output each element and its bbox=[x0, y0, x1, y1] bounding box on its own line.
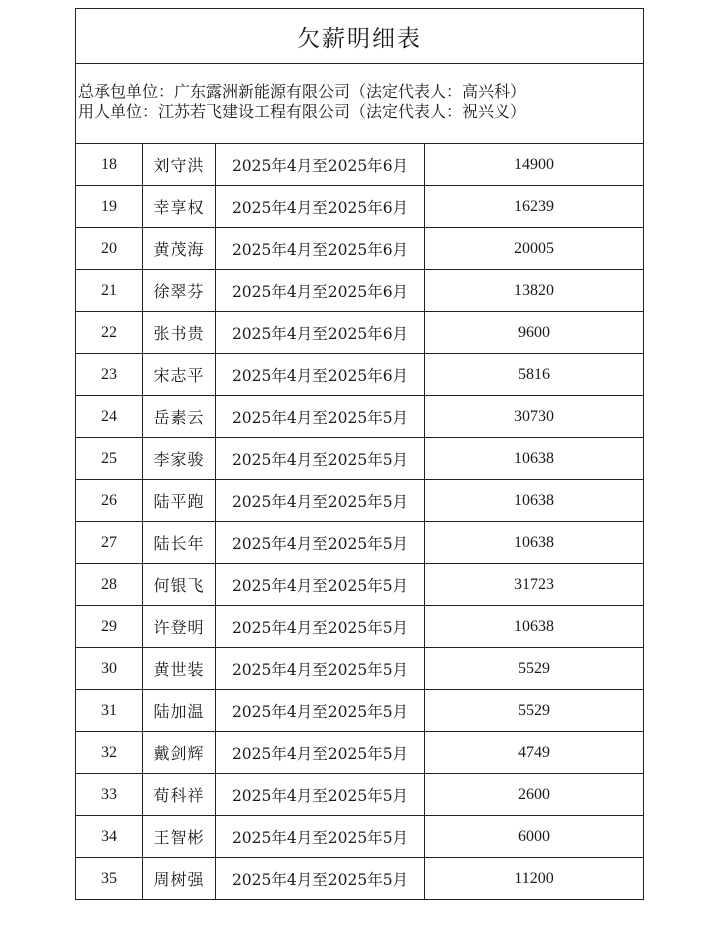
row-number-cell: 19 bbox=[76, 186, 143, 228]
arrears-period-cell: 2025年4月至2025年5月 bbox=[216, 690, 425, 732]
row-number-cell: 21 bbox=[76, 270, 143, 312]
arrears-amount-cell: 10638 bbox=[425, 522, 644, 564]
table-row bbox=[76, 396, 643, 438]
table-row bbox=[76, 564, 643, 606]
arrears-amount-cell: 31723 bbox=[425, 564, 644, 606]
table-row bbox=[76, 438, 643, 480]
arrears-amount-cell: 30730 bbox=[425, 396, 644, 438]
arrears-period-cell: 2025年4月至2025年5月 bbox=[216, 732, 425, 774]
worker-name-cell: 戴剑辉 bbox=[143, 732, 216, 774]
arrears-amount-cell: 2600 bbox=[425, 774, 644, 816]
table-row bbox=[76, 858, 643, 900]
worker-name-cell: 周树强 bbox=[143, 858, 216, 900]
arrears-amount-cell: 11200 bbox=[514, 869, 554, 887]
contractor-info bbox=[76, 64, 643, 144]
arrears-amount-cell: 6000 bbox=[425, 816, 644, 858]
row-number-cell: 32 bbox=[76, 732, 143, 774]
worker-name-cell: 黄世装 bbox=[143, 648, 216, 690]
arrears-amount-cell: 20005 bbox=[425, 228, 644, 270]
arrears-amount-cell: 13820 bbox=[425, 270, 644, 312]
row-number-cell: 23 bbox=[76, 354, 143, 396]
table-row bbox=[76, 690, 643, 732]
arrears-table bbox=[76, 144, 643, 899]
document-title: 欠薪明细表 bbox=[76, 9, 643, 64]
arrears-period-cell: 2025年4月至2025年5月 bbox=[216, 480, 425, 522]
worker-name-cell: 许登明 bbox=[143, 606, 216, 648]
arrears-amount-cell: 5816 bbox=[425, 354, 644, 396]
arrears-period-cell: 2025年4月至2025年5月 bbox=[216, 522, 425, 564]
worker-name-cell: 陆加温 bbox=[143, 690, 216, 732]
table-row bbox=[76, 522, 643, 564]
row-number-cell: 33 bbox=[76, 774, 143, 816]
worker-name-cell: 黄茂海 bbox=[143, 228, 216, 270]
row-number-cell: 28 bbox=[76, 564, 143, 606]
worker-name-cell: 陆平跑 bbox=[143, 480, 216, 522]
worker-name-cell: 何银飞 bbox=[143, 564, 216, 606]
worker-name-cell: 徐翠芬 bbox=[143, 270, 216, 312]
worker-name-cell: 李家骏 bbox=[143, 438, 216, 480]
table-row bbox=[76, 816, 643, 858]
worker-name-cell: 陆长年 bbox=[143, 522, 216, 564]
arrears-amount-cell: 10638 bbox=[425, 480, 644, 522]
row-number-cell: 31 bbox=[76, 690, 143, 732]
arrears-amount-cell: 5529 bbox=[425, 690, 644, 732]
table-row bbox=[76, 354, 643, 396]
worker-name-cell: 张书贵 bbox=[143, 312, 216, 354]
arrears-period-cell: 2025年4月至2025年5月 bbox=[216, 816, 425, 858]
arrears-period-cell: 2025年4月至2025年5月 bbox=[216, 564, 425, 606]
row-number-cell: 30 bbox=[76, 648, 143, 690]
table-row bbox=[76, 606, 643, 648]
arrears-period-cell: 2025年4月至2025年6月 bbox=[216, 144, 425, 186]
row-number-cell: 27 bbox=[76, 522, 143, 564]
employer-line: 用人单位：江苏若飞建设工程有限公司（法定代表人：祝兴义） bbox=[78, 102, 527, 121]
row-number-cell: 29 bbox=[76, 606, 143, 648]
arrears-amount-cell: 10638 bbox=[425, 606, 644, 648]
arrears-period-cell: 2025年4月至2025年5月 bbox=[216, 774, 425, 816]
arrears-period-cell: 2025年4月至2025年6月 bbox=[216, 312, 425, 354]
arrears-period-cell: 2025年4月至2025年5月 bbox=[216, 648, 425, 690]
table-row bbox=[76, 480, 643, 522]
table-row bbox=[76, 732, 643, 774]
arrears-period-cell: 2025年4月至2025年6月 bbox=[216, 228, 425, 270]
arrears-period-cell: 2025年4月至2025年5月 bbox=[216, 396, 425, 438]
table-row bbox=[76, 774, 643, 816]
arrears-amount-cell: 9600 bbox=[425, 312, 644, 354]
row-number-cell: 25 bbox=[76, 438, 143, 480]
table-row bbox=[76, 648, 643, 690]
arrears-period-cell: 2025年4月至2025年6月 bbox=[216, 270, 425, 312]
row-number-cell: 35 bbox=[76, 858, 143, 900]
table-row bbox=[76, 186, 643, 228]
wage-arrears-sheet bbox=[75, 8, 644, 900]
arrears-amount-cell: 16239 bbox=[425, 186, 644, 228]
row-number-cell: 24 bbox=[76, 396, 143, 438]
arrears-amount-cell: 4749 bbox=[425, 732, 644, 774]
row-number-cell: 26 bbox=[76, 480, 143, 522]
row-number-cell: 34 bbox=[76, 816, 143, 858]
worker-name-cell: 幸享权 bbox=[143, 186, 216, 228]
arrears-period-cell: 2025年4月至2025年6月 bbox=[216, 186, 425, 228]
row-number-cell: 20 bbox=[76, 228, 143, 270]
table-row bbox=[76, 144, 643, 186]
worker-name-cell: 刘守洪 bbox=[143, 144, 216, 186]
arrears-period-cell: 2025年4月至2025年5月 bbox=[216, 606, 425, 648]
table-row bbox=[76, 228, 643, 270]
worker-name-cell: 岳素云 bbox=[143, 396, 216, 438]
row-number-cell: 22 bbox=[76, 312, 143, 354]
arrears-amount-cell: 14900 bbox=[425, 144, 644, 186]
table-row bbox=[76, 312, 643, 354]
row-number-cell: 18 bbox=[76, 144, 143, 186]
general-contractor-line: 总承包单位：广东露洲新能源有限公司（法定代表人：高兴科） bbox=[78, 82, 527, 101]
worker-name-cell: 荀科祥 bbox=[143, 774, 216, 816]
arrears-period-cell: 2025年4月至2025年5月 bbox=[216, 438, 425, 480]
worker-name-cell: 宋志平 bbox=[143, 354, 216, 396]
arrears-period-cell: 2025年4月至2025年6月 bbox=[216, 354, 425, 396]
arrears-amount-cell: 10638 bbox=[425, 438, 644, 480]
table-row bbox=[76, 270, 643, 312]
worker-name-cell: 王智彬 bbox=[143, 816, 216, 858]
arrears-period-cell: 2025年4月至2025年5月 bbox=[216, 858, 425, 900]
arrears-amount-cell: 5529 bbox=[425, 648, 644, 690]
